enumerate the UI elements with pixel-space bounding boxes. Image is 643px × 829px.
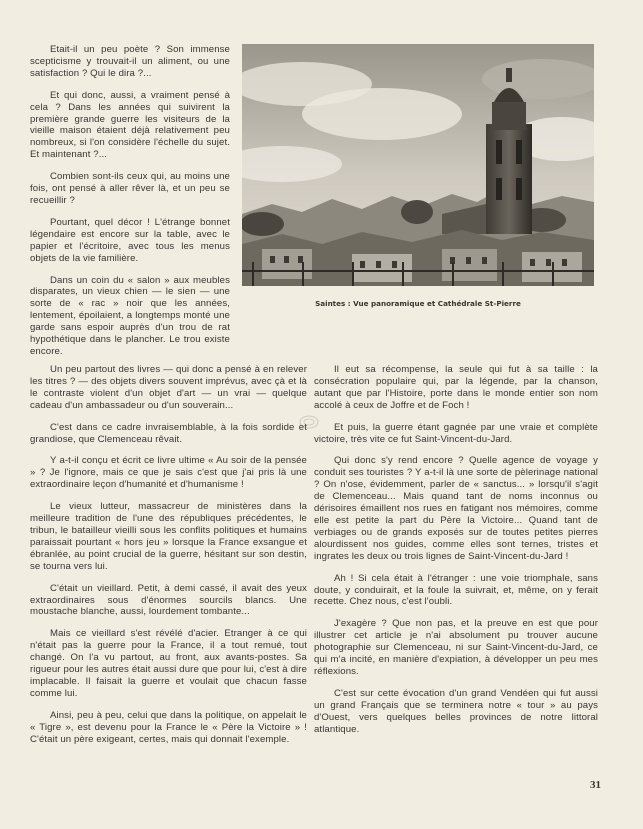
paragraph: Ah ! Si cela était à l'étranger : une voie triomphale, sans doute, y conduirait, et la foule la suivrait, et, même, on y ferait recette. Chez nous, c'est l'oubli. [314, 572, 598, 608]
text-column-bottom-left [30, 364, 307, 755]
paragraph: Ainsi, peu à peu, celui que dans la politique, on appelait le « Tigre », est devenu pour la France le « Père la Victoire » ! C'était un père exigeant, certes, mais qui donnait l'exemple. [30, 709, 307, 745]
paragraph: J'exagère ? Que non pas, et la preuve en est que pour illustrer cet article je n'ai absolument pu trouver aucune photographie sur Clemenceau, ni sur Saint-Vincent-du-Jard, ce qui m'a incité, en manière d'expiation, à développer un peu mes réflexions. [314, 618, 598, 677]
paragraph: Pourtant, quel décor ! L'étrange bonnet légendaire est encore sur la table, avec le papier et l'écritoire, avec tous les menus objets de la vie familière. [30, 216, 230, 264]
paragraph: Dans un coin du « salon » aux meubles disparates, un vieux chien — le sien — une sorte de « rac » noir que les années, lentement, époilaient, a longtemps monté une garde sans espoir auprès d'un trou de rat hypothétique dans le plancher. Le trou existe encore. [30, 274, 230, 357]
paragraph: Combien sont-ils ceux qui, au moins une fois, ont pensé à aller rêver là, et un peu se recueillir ? [30, 171, 230, 206]
photo-caption: Saintes : Vue panoramique et Cathédrale St-Pierre [315, 299, 521, 308]
cathedral-photo [242, 44, 594, 286]
paragraph: Le vieux lutteur, massacreur de ministères dans la meilleure tradition de l'une des républiques précédentes, le tribun, le batailleur vieilli sous les conflits politiques et humains paraissait pourtant « hors jeu » lorsque la France exsangue et ébranlée, au point crucial de la guerre, hésitant sur son destin, se tourna vers lui. [30, 501, 307, 572]
paragraph: C'est sur cette évocation d'un grand Vendéen qui fut aussi un grand Français que se terminera notre « tour » au pays d'Ouest, vers quelques belles provinces de notre littoral atlantique. [314, 687, 598, 735]
text-column-bottom-right [314, 364, 598, 745]
paragraph: Il eut sa récompense, la seule qui fut à sa taille : la consécration populaire qui, par la légende, par la chanson, autant que par l'Histoire, porte dans le monde entier son nom accolé à ceux de Joffre et de Foch ! [314, 364, 598, 411]
text-column-top-left [30, 44, 230, 368]
paragraph: Qui donc s'y rend encore ? Quelle agence de voyage y conduit ses touristes ? Y a-t-il là une sorte de pèlerinage national ? On n'ose, évidemment, parler de « sanctus... » lorsqu'il s'agit de Clemenceau... Mais quand tant de noms inconnus ou dérisoires émaillent nos rues en fatigant nos mémoires, comme elle est petite la part du Père la Victoire... Quand tant de verbiages ou de grands exposés sur de toutes petites pierres alourdissent nos guides, comme elles sont ternes, tristes et ingrates les deux ou trois lignes de Saint-Vincent-du-Jard ! [314, 455, 598, 562]
paragraph: C'était un vieillard. Petit, à demi cassé, il avait des yeux extraordinaires sous d'énormes sourcils blancs. Une moustache blanche, aussi, lourdement tombante... [30, 582, 307, 618]
paragraph: Et qui donc, aussi, a vraiment pensé à cela ? Dans les années qui suivirent la première grande guerre les visiteurs de la vieille maison étaient déjà relativement peu nombreux, si l'on considère l'échelle du sujet. Et maintenant ?... [30, 89, 230, 161]
page-number: 31 [590, 779, 601, 791]
paragraph: Et puis, la guerre étant gagnée par une vraie et complète victoire, très vite ce fut Saint-Vincent-du-Jard. [314, 421, 598, 445]
paragraph: Etait-il un peu poète ? Son immense scepticisme y trouvait-il un aliment, ou une satisfaction ? Qui le dira ?... [30, 44, 230, 79]
paragraph: Mais ce vieillard s'est révélé d'acier. Etranger à ce qui n'était pas la guerre pour la France, il a tout remué, tout changé. On l'a vu partout, au front, aux avants-postes. Sa rigueur pour les autres était aussi dure que pour lui, c'est à dire implacable. Il faisait la guerre et voulait que chacun fasse comme lui. [30, 628, 307, 699]
paragraph: C'est dans ce cadre invraisemblable, à la fois sordide et grandiose, que Clemenceau rêvait. [30, 421, 307, 445]
paragraph: Y a-t-il conçu et écrit ce livre ultime « Au soir de la pensée » ? Je l'ignore, mais ce que je sais c'est que j'ai pris là une extraordinaire leçon d'humanité et d'humanisme ! [30, 455, 307, 491]
paragraph: Un peu partout des livres — qui donc a pensé à en relever les titres ? — des objets divers souvent imprévus, avec çà et là le contraste violent d'un objet d'art — un vrai — quelque cadeau d'un ambassadeur ou d'un souverain... [30, 364, 307, 411]
